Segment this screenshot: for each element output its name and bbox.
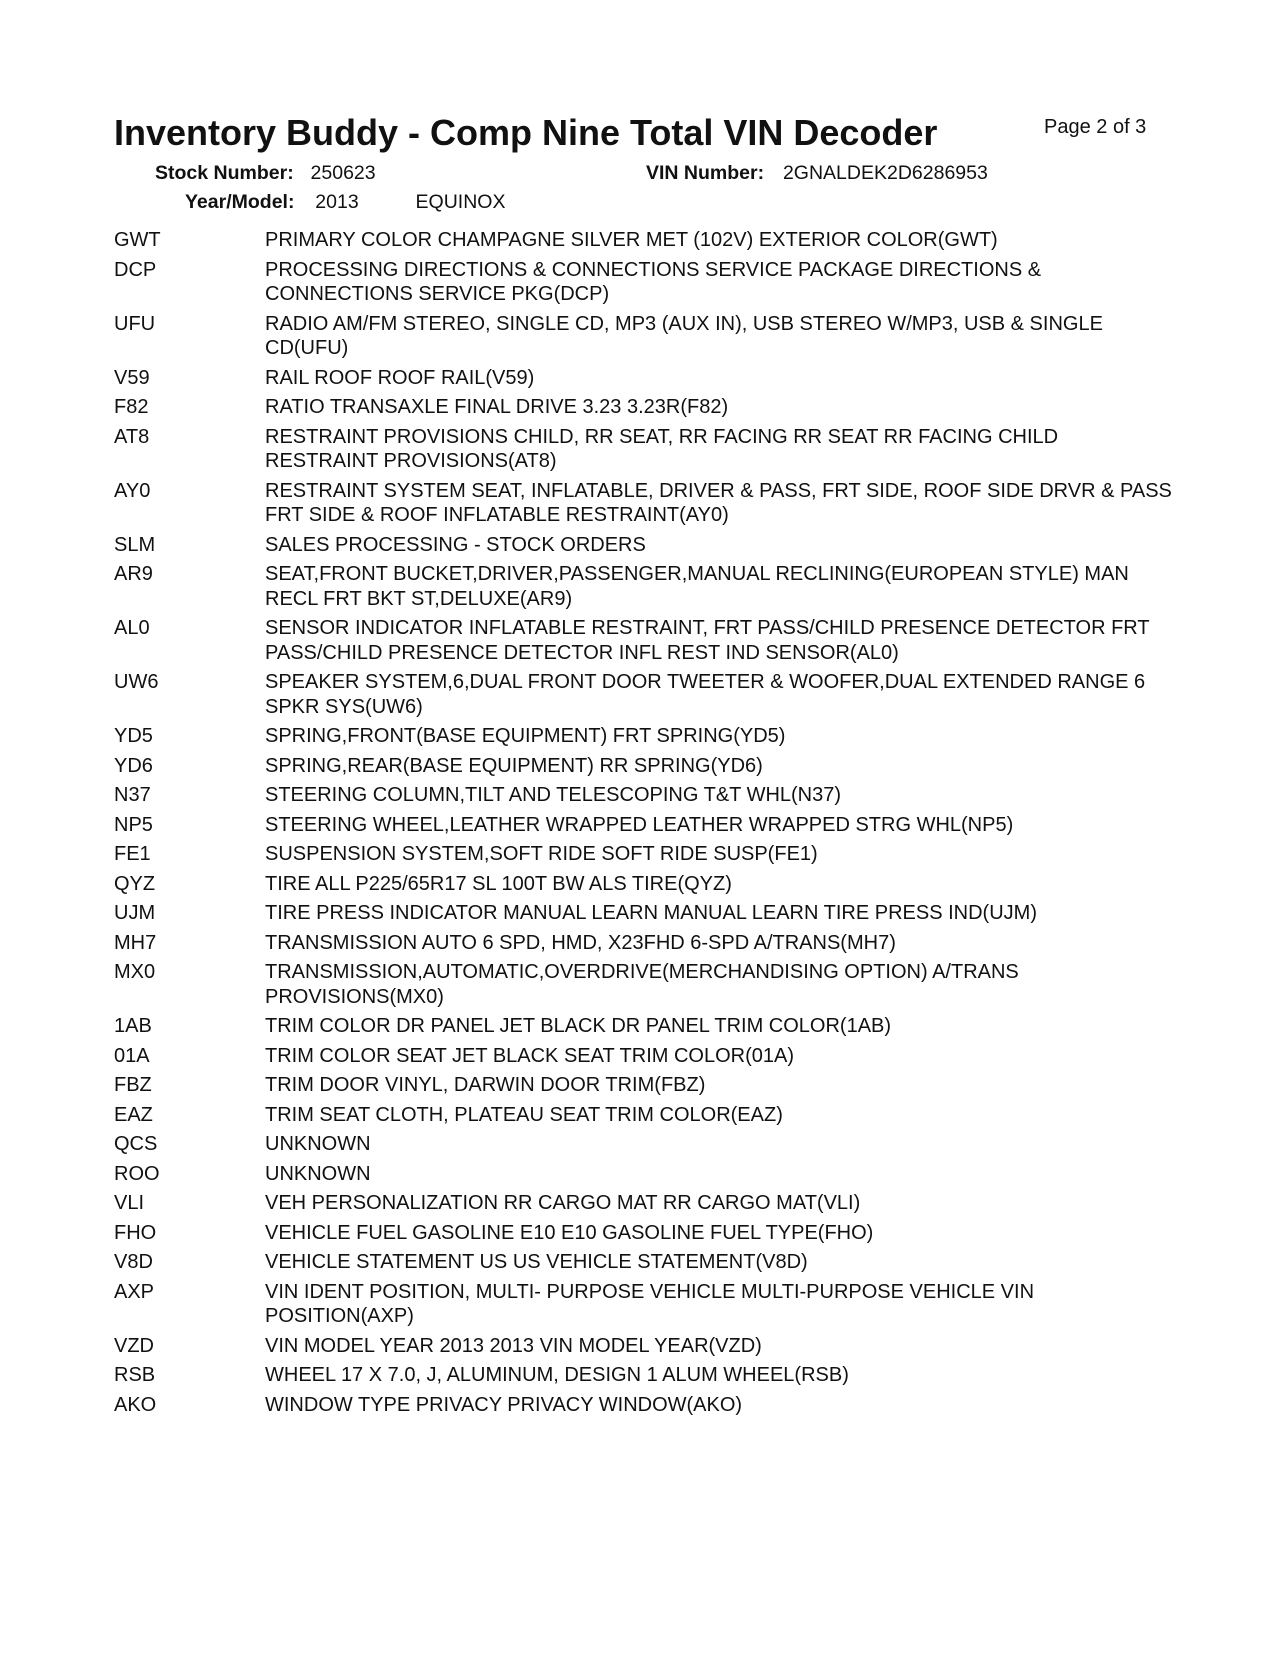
option-code: AR9 xyxy=(114,563,153,585)
option-description: UNKNOWN xyxy=(265,1133,371,1155)
option-code: AL0 xyxy=(114,617,150,639)
option-code: 01A xyxy=(114,1044,150,1067)
option-code: GWT xyxy=(114,229,161,251)
option-code-row xyxy=(114,1132,1174,1157)
option-code-row xyxy=(114,901,1174,926)
option-code-row xyxy=(114,616,1174,665)
option-code-row xyxy=(114,1014,1174,1039)
option-code: NP5 xyxy=(114,813,153,836)
option-code: ROO xyxy=(114,1162,160,1185)
option-code: QCS xyxy=(114,1133,158,1155)
option-description: SPRING,FRONT(BASE EQUIPMENT) FRT SPRING(YD5) xyxy=(265,725,786,747)
option-code-row xyxy=(114,1162,1174,1187)
option-code: 1AB xyxy=(114,1015,152,1037)
option-code-row xyxy=(114,562,1174,611)
option-description: SPEAKER SYSTEM,6,DUAL FRONT DOOR TWEETER & WOOFER,DUAL EXTENDED RANGE 6 SPKR SYS(UW6) xyxy=(265,671,1146,718)
option-code: AY0 xyxy=(114,479,151,502)
option-code: V59 xyxy=(114,366,150,389)
option-code-row xyxy=(114,931,1174,956)
option-code: N37 xyxy=(114,784,151,806)
option-code-row xyxy=(114,960,1174,1009)
option-code-row xyxy=(114,1334,1174,1359)
vin-number-label: VIN Number: xyxy=(646,162,765,184)
vin-number-value: 2GNALDEK2D6286953 xyxy=(782,162,988,184)
option-description: TRIM COLOR DR PANEL JET BLACK DR PANEL TRIM COLOR(1AB) xyxy=(265,1015,892,1037)
option-code-row xyxy=(114,395,1174,420)
option-code-row xyxy=(114,842,1174,867)
option-description: TIRE PRESS INDICATOR MANUAL LEARN MANUAL LEARN TIRE PRESS IND(UJM) xyxy=(265,902,1037,924)
year-value: 2013 xyxy=(315,191,359,213)
option-description: TRANSMISSION AUTO 6 SPD, HMD, X23FHD 6-SPD A/TRANS(MH7) xyxy=(265,931,896,954)
option-code: F82 xyxy=(114,396,149,418)
option-code-row xyxy=(114,1191,1174,1216)
option-code: RSB xyxy=(114,1364,156,1386)
option-code: EAZ xyxy=(114,1103,153,1126)
option-code: UJM xyxy=(114,902,156,924)
option-code-row xyxy=(114,1073,1174,1098)
option-description: WHEEL 17 X 7.0, J, ALUMINUM, DESIGN 1 ALUM WHEEL(RSB) xyxy=(265,1364,849,1386)
option-code: AKO xyxy=(114,1393,157,1416)
option-description: PRIMARY COLOR CHAMPAGNE SILVER MET (102V) EXTERIOR COLOR(GWT) xyxy=(265,229,998,251)
option-description: TRIM DOOR VINYL, DARWIN DOOR TRIM(FBZ) xyxy=(265,1074,706,1096)
option-description: TIRE ALL P225/65R17 SL 100T BW ALS TIRE(QYZ) xyxy=(265,872,732,895)
option-description: VEHICLE FUEL GASOLINE E10 E10 GASOLINE FUEL TYPE(FHO) xyxy=(265,1221,874,1244)
option-code-row xyxy=(114,1363,1174,1388)
option-description: PROCESSING DIRECTIONS & CONNECTIONS SERVICE PACKAGE DIRECTIONS & CONNECTIONS SERVICE PKG(DCP) xyxy=(265,258,1042,305)
option-code: YD5 xyxy=(114,725,153,747)
option-code: V8D xyxy=(114,1251,153,1273)
option-code-row xyxy=(114,228,1174,253)
option-description: STEERING WHEEL,LEATHER WRAPPED LEATHER WRAPPED STRG WHL(NP5) xyxy=(265,813,1014,836)
option-code-row xyxy=(114,783,1174,808)
option-code-row xyxy=(114,1250,1174,1275)
stock-number-label: Stock Number: xyxy=(155,162,294,184)
option-code: FBZ xyxy=(114,1074,152,1096)
option-code: DCP xyxy=(114,258,157,281)
year-model-label: Year/Model: xyxy=(185,191,295,213)
option-code-row xyxy=(114,1393,1174,1418)
option-description: VIN IDENT POSITION, MULTI- PURPOSE VEHICLE MULTI-PURPOSE VEHICLE VIN POSITION(AXP) xyxy=(265,1280,1035,1327)
option-code-row xyxy=(114,724,1174,749)
option-code-row xyxy=(114,1044,1174,1069)
option-code: QYZ xyxy=(114,872,156,895)
option-code: UFU xyxy=(114,312,156,335)
option-description: SPRING,REAR(BASE EQUIPMENT) RR SPRING(YD6) xyxy=(265,754,763,777)
vin-number-row xyxy=(646,162,988,185)
option-code: MX0 xyxy=(114,961,156,983)
option-code-row xyxy=(114,533,1174,558)
option-description: SENSOR INDICATOR INFLATABLE RESTRAINT, FRT PASS/CHILD PRESENCE DETECTOR FRT PASS/CHILD PRESENCE DETECTOR INFL REST IND SENSOR(AL0) xyxy=(265,617,1150,664)
option-description: VIN MODEL YEAR 2013 2013 VIN MODEL YEAR(VZD) xyxy=(265,1334,762,1357)
option-description: STEERING COLUMN,TILT AND TELESCOPING T&T WHL(N37) xyxy=(265,784,842,806)
option-description: RATIO TRANSAXLE FINAL DRIVE 3.23 3.23R(F82) xyxy=(265,396,729,418)
option-code: AT8 xyxy=(114,425,150,448)
model-value: EQUINOX xyxy=(415,191,506,213)
option-code-row xyxy=(114,366,1174,391)
option-code-row xyxy=(114,258,1174,307)
option-code-row xyxy=(114,872,1174,897)
option-description: VEHICLE STATEMENT US US VEHICLE STATEMENT(V8D) xyxy=(265,1251,808,1273)
option-description: WINDOW TYPE PRIVACY PRIVACY WINDOW(AKO) xyxy=(265,1393,743,1416)
option-description: SEAT,FRONT BUCKET,DRIVER,PASSENGER,MANUAL RECLINING(EUROPEAN STYLE) MAN RECL FRT BKT ST,DELUXE(AR9) xyxy=(265,563,1129,610)
option-description: UNKNOWN xyxy=(265,1162,371,1185)
option-code: UW6 xyxy=(114,671,159,693)
option-description: RAIL ROOF ROOF RAIL(V59) xyxy=(265,366,535,389)
option-code: VZD xyxy=(114,1334,154,1357)
option-code-row xyxy=(114,754,1174,779)
option-description: RADIO AM/FM STEREO, SINGLE CD, MP3 (AUX IN), USB STEREO W/MP3, USB & SINGLE CD(UFU) xyxy=(265,312,1103,359)
option-code-row xyxy=(114,312,1174,361)
option-code-row xyxy=(114,479,1174,528)
option-code-row xyxy=(114,670,1174,719)
option-code: FE1 xyxy=(114,843,151,865)
option-code-row xyxy=(114,1280,1174,1329)
option-code-list xyxy=(114,228,1174,1422)
option-description: TRIM SEAT CLOTH, PLATEAU SEAT TRIM COLOR(EAZ) xyxy=(265,1103,783,1126)
option-code: VLI xyxy=(114,1192,145,1214)
option-code: AXP xyxy=(114,1280,155,1303)
stock-number-value: 250623 xyxy=(310,162,376,184)
year-model-row xyxy=(185,191,505,214)
stock-number-row xyxy=(155,162,376,185)
option-description: RESTRAINT SYSTEM SEAT, INFLATABLE, DRIVER & PASS, FRT SIDE, ROOF SIDE DRVR & PASS FRT SIDE & ROOF INFLATABLE RESTRAINT(AY0) xyxy=(265,479,1172,526)
option-code-row xyxy=(114,1103,1174,1128)
option-code: YD6 xyxy=(114,754,153,777)
option-code: MH7 xyxy=(114,931,157,954)
option-description: VEH PERSONALIZATION RR CARGO MAT RR CARGO MAT(VLI) xyxy=(265,1192,861,1214)
option-description: SALES PROCESSING - STOCK ORDERS xyxy=(265,533,646,556)
option-description: RESTRAINT PROVISIONS CHILD, RR SEAT, RR FACING RR SEAT RR FACING CHILD RESTRAINT PROVISIONS(AT8) xyxy=(265,425,1059,472)
option-code: SLM xyxy=(114,533,156,556)
page-title: Inventory Buddy - Comp Nine Total VIN Decoder xyxy=(114,112,938,153)
option-code: FHO xyxy=(114,1221,157,1244)
page-number: Page 2 of 3 xyxy=(1044,116,1147,138)
option-description: SUSPENSION SYSTEM,SOFT RIDE SOFT RIDE SUSP(FE1) xyxy=(265,843,818,865)
option-code-row xyxy=(114,813,1174,838)
option-code-row xyxy=(114,1221,1174,1246)
option-description: TRANSMISSION,AUTOMATIC,OVERDRIVE(MERCHANDISING OPTION) A/TRANS PROVISIONS(MX0) xyxy=(265,961,1019,1008)
option-code-row xyxy=(114,425,1174,474)
option-description: TRIM COLOR SEAT JET BLACK SEAT TRIM COLOR(01A) xyxy=(265,1044,795,1067)
